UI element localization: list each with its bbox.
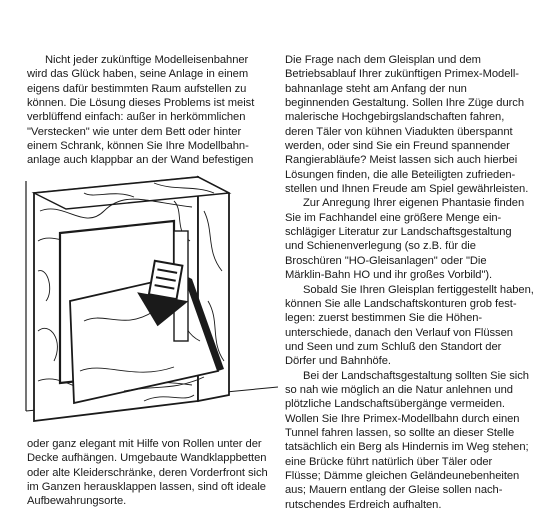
text-line: werden, oder sind Sie ein Freund spannender	[285, 140, 510, 153]
text-line: wird das Glück haben, seine Anlage in einem	[27, 68, 249, 81]
fold-down-cabinet-icon	[24, 171, 278, 433]
text-line: verblüffend einfach: außer in herkömmlichen	[27, 111, 246, 124]
text-line: so nah wie möglich an die Natur anlehnen und	[285, 383, 513, 396]
text-line: beginnenden Gestaltung. Sollen Ihre Züge durch	[285, 97, 525, 110]
text-line: oder alte Kleiderschränke, deren Vorderfront sich	[27, 466, 268, 479]
text-line: Dörfer und Bahnhöfe.	[285, 355, 391, 368]
text-line: Nicht jeder zukünftige Modelleisenbahner	[45, 54, 249, 66]
text-line: oder ganz elegant mit Hilfe von Rollen unter der	[27, 438, 262, 450]
text-line: Zur Anregung Ihrer eigenen Phantasie finden	[303, 197, 525, 210]
text-line: Flüsse; Dämme gleichen Geländeunebenheiten	[285, 469, 520, 482]
text-line: deren Täler von kühnen Viadukten überspannt	[285, 125, 513, 138]
text-line: bahnanlage steht am Anfang der nun	[285, 82, 467, 95]
text-line: legen: zuerst bestimmen Sie die Höhen-	[285, 312, 483, 325]
text-line: Broschüren "HO-Gleisanlagen" oder "Die	[285, 254, 487, 267]
text-line: Rangierabläufe? Meist lassen sich auch hierbei	[285, 154, 518, 167]
text-line: einem Schrank, können Sie Ihre Modellbahn-	[27, 140, 249, 153]
text-line: und Seen und zum Schluß den Standort der	[285, 340, 502, 353]
paragraph	[285, 283, 534, 369]
text-line: Die Frage nach dem Gleisplan und dem	[285, 54, 481, 66]
left-column-continued	[27, 437, 279, 509]
text-line: schlägiger Literatur zur Landschaftsgestaltung	[285, 226, 512, 239]
text-line: Lösungen finden, die alle Beteiligten zufrieden-	[285, 168, 516, 181]
text-line: können. Die Lösung dieses Problems ist meist	[27, 97, 255, 110]
text-line: können Sie alle Landschaftskonturen grob fest-	[285, 297, 517, 310]
text-line: Bei der Landschaftsgestaltung sollten Sie sich	[303, 369, 529, 382]
text-line: plötzliche Landschaftsübergänge vermeiden.	[285, 398, 505, 411]
text-line: eine Brücke führt natürlich über Täler oder	[285, 455, 493, 468]
paragraph	[285, 196, 527, 282]
text-line: Tunnel fahren lassen, so sollte an dieser Stelle	[285, 426, 515, 439]
text-line: tatsächlich ein Berg als Hindernis im Weg stehen;	[285, 441, 529, 454]
text-line: Decke aufhängen. Umgebaute Wandklappbetten	[27, 452, 267, 465]
text-line: aus; Mauern entlang der Gleise sollen nach-	[285, 484, 503, 497]
text-line: Sie im Fachhandel eine größere Menge ein-	[285, 211, 502, 224]
text-line: anlage auch klappbar an der Wand befestigen	[27, 154, 254, 167]
paragraph	[285, 369, 527, 512]
text-line: Märklin-Bahn HO und ihr großes Vorbild").	[285, 269, 493, 282]
text-line: "Verstecken" wie unter dem Bett oder hinter	[27, 125, 242, 138]
text-line: und Schienenverlegung (so z.B. für die	[285, 240, 476, 253]
right-column	[285, 53, 534, 512]
text-line: Aufbewahrungsorte.	[27, 495, 127, 508]
text-line: unterschiede, danach den Verlauf von Flüssen	[285, 326, 513, 339]
text-line: Sobald Sie Ihren Gleisplan fertiggestellt haben,	[303, 283, 534, 296]
left-column-intro	[27, 53, 279, 168]
text-line: im Ganzen herausklappen lassen, sind oft ideale	[27, 481, 266, 494]
text-line: Betriebsablauf Ihrer zukünftigen Primex-Modell-	[285, 68, 519, 81]
text-line: Wollen Sie Ihre Primex-Modellbahn durch einen	[285, 412, 520, 425]
text-line: rutschendes Erdreich aufhalten.	[285, 498, 442, 511]
text-line: stellen und Ihnen Freude am Spiel gewährleisten.	[285, 183, 529, 196]
paragraph	[285, 53, 527, 196]
text-line: eigens dafür bestimmten Raum aufstellen zu	[27, 82, 247, 95]
text-line: malerische Hochgebirgslandschaften fahren,	[285, 111, 505, 124]
